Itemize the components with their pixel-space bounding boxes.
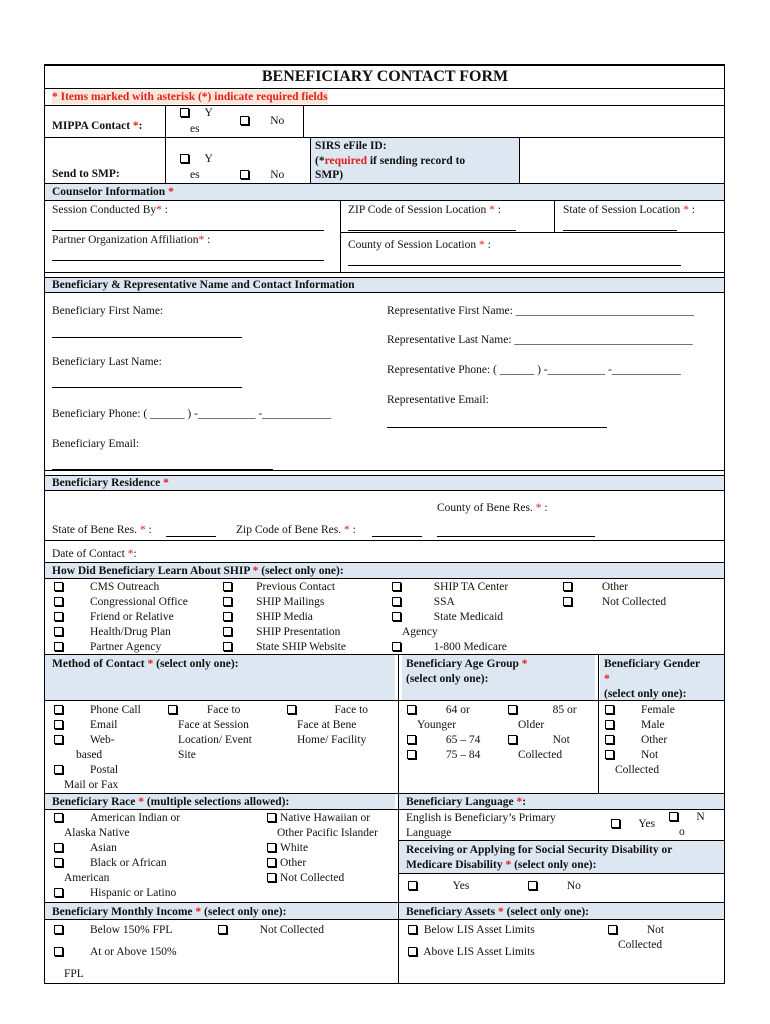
gender-heading: Beneficiary Gender	[604, 658, 701, 670]
checkbox[interactable]	[54, 765, 63, 774]
partner-affiliation: Partner Organization Affiliation* :	[52, 234, 211, 246]
checkbox[interactable]	[54, 843, 63, 852]
checkbox[interactable]	[407, 705, 416, 714]
session-by-input[interactable]	[52, 229, 324, 231]
age-option-cont: Older	[518, 719, 545, 731]
age-options	[407, 703, 480, 763]
checkbox[interactable]	[54, 925, 63, 934]
county-session: County of Session Location * :	[348, 239, 491, 251]
sirs-note-end: SMP)	[315, 169, 344, 181]
checkbox[interactable]	[54, 813, 63, 822]
checkbox[interactable]	[267, 813, 276, 822]
ship-option[interactable]: SHIP Presentation	[223, 625, 346, 640]
checkbox[interactable]	[392, 582, 401, 591]
rep-phone[interactable]: Representative Phone: ( ______ ) -__________ -____________	[387, 364, 681, 376]
gender-required: *	[604, 673, 610, 685]
bene-first-input[interactable]	[52, 336, 242, 338]
checkbox[interactable]	[223, 642, 232, 651]
checkbox[interactable]	[267, 873, 276, 882]
checkbox[interactable]	[267, 858, 276, 867]
bene-first: Beneficiary First Name:	[52, 305, 164, 317]
race-option-cont: Other Pacific Islander	[277, 827, 378, 839]
checkbox[interactable]	[605, 735, 614, 744]
state-session-input[interactable]	[563, 229, 677, 231]
gender-option[interactable]: Female	[605, 703, 675, 718]
checkbox[interactable]	[54, 597, 63, 606]
age-option[interactable]: 65 – 74	[407, 733, 480, 748]
method-face-home[interactable]: Face to Face at Bene Home/ Facility	[287, 703, 368, 748]
checkbox[interactable]	[223, 582, 232, 591]
checkbox[interactable]	[407, 735, 416, 744]
ship-option[interactable]: State Medicaid	[392, 610, 508, 625]
bene-email: Beneficiary Email:	[52, 438, 140, 450]
ship-option[interactable]: Congressional Office	[54, 595, 188, 610]
method-option-cont: Mail or Fax	[64, 779, 119, 791]
language-no[interactable]: N	[669, 810, 705, 824]
language-heading: Beneficiary Language *:	[406, 796, 527, 808]
race-option[interactable]: Asian	[54, 841, 180, 856]
assets-above[interactable]: Above LIS Asset Limits	[408, 945, 535, 959]
age-option[interactable]: 85 or	[508, 703, 577, 718]
bene-last: Beneficiary Last Name:	[52, 356, 162, 368]
rep-email: Representative Email:	[387, 394, 489, 406]
ship-option[interactable]: Health/Drug Plan	[54, 625, 188, 640]
ship-option[interactable]: CMS Outreach	[54, 580, 188, 595]
checkbox[interactable]	[240, 170, 249, 179]
checkbox[interactable]	[407, 750, 416, 759]
income-fpl: FPL	[64, 968, 84, 980]
race-option[interactable]: Native Hawaiian or	[267, 811, 378, 826]
mippa-yes-cont: es	[190, 123, 200, 135]
session-by: Session Conducted By* :	[52, 204, 168, 216]
state-session: State of Session Location * :	[563, 204, 695, 216]
checkbox[interactable]	[563, 597, 572, 606]
ship-col4	[563, 580, 666, 610]
ship-col2	[223, 580, 346, 655]
disability-heading: Receiving or Applying for Social Security Disability or	[406, 844, 673, 856]
zip-res-input[interactable]	[372, 535, 422, 537]
ship-col1	[54, 580, 188, 655]
ship-option[interactable]: SHIP Media	[223, 610, 346, 625]
race-option[interactable]: Black or African	[54, 856, 180, 871]
county-res: County of Bene Res. * :	[437, 502, 548, 514]
zip-session: ZIP Code of Session Location * :	[348, 204, 501, 216]
counselor-heading: Counselor Information *	[52, 186, 174, 198]
checkbox[interactable]	[180, 108, 189, 117]
checkbox[interactable]	[54, 705, 63, 714]
age-option-cont: Collected	[518, 749, 563, 761]
age-options-right	[508, 703, 577, 763]
gender-option[interactable]: Not	[605, 748, 675, 763]
race-option[interactable]: White	[267, 841, 378, 856]
sirs-efile-input[interactable]	[520, 138, 723, 182]
smp-yes-cont: es	[190, 169, 200, 181]
checkbox[interactable]	[608, 925, 617, 934]
checkbox[interactable]	[54, 858, 63, 867]
checkbox[interactable]	[218, 925, 227, 934]
age-option[interactable]: 75 – 84	[407, 748, 480, 763]
race-col1	[54, 811, 180, 901]
send-smp-label: Send to SMP:	[52, 168, 120, 180]
ship-col3	[392, 580, 508, 655]
date-of-contact: Date of Contact *:	[52, 548, 137, 560]
checkbox[interactable]	[669, 812, 678, 821]
ship-option[interactable]: Friend or Relative	[54, 610, 188, 625]
county-session-input[interactable]	[348, 264, 681, 266]
ship-option-cont: Agency	[402, 626, 438, 638]
race-option[interactable]: Not Collected	[267, 871, 378, 886]
ship-option[interactable]: State SHIP Website	[223, 640, 346, 655]
state-res-input[interactable]	[166, 535, 216, 537]
required-note: * Items marked with asterisk (*) indicate required fields	[52, 91, 328, 103]
method-face-session[interactable]: Face to Face at Session Location/ Event Site	[168, 703, 252, 763]
age-select-one: (select only one):	[406, 673, 489, 685]
ship-heading: How Did Beneficiary Learn About SHIP * (select only one):	[52, 565, 344, 577]
partner-input[interactable]	[52, 259, 324, 261]
assets-not-collected[interactable]: Not	[608, 923, 664, 937]
ship-option[interactable]: SHIP TA Center	[392, 580, 508, 595]
method-heading: Method of Contact * (select only one):	[52, 658, 239, 670]
gender-option[interactable]: Other	[605, 733, 675, 748]
checkbox[interactable]	[54, 582, 63, 591]
language-yes[interactable]: Yes	[611, 817, 655, 831]
form-title: BENEFICIARY CONTACT FORM	[261, 68, 509, 85]
race-heading: Beneficiary Race * (multiple selections allowed):	[52, 796, 290, 808]
race-option[interactable]: Hispanic or Latino	[54, 886, 180, 901]
checkbox[interactable]	[223, 627, 232, 636]
ship-option[interactable]: Previous Contact	[223, 580, 346, 595]
checkbox[interactable]	[408, 947, 417, 956]
gender-option[interactable]: Male	[605, 718, 675, 733]
checkbox[interactable]	[508, 705, 517, 714]
race-option-cont: Alaska Native	[64, 827, 130, 839]
rep-email-input[interactable]	[387, 426, 607, 428]
disability-yes[interactable]: Yes	[408, 879, 469, 893]
english-primary-cont: Language	[406, 827, 452, 839]
method-option[interactable]: Postal	[54, 763, 141, 778]
bene-phone[interactable]: Beneficiary Phone: ( ______ ) -__________ -____________	[52, 408, 332, 420]
method-option[interactable]: Web-	[54, 733, 141, 748]
age-option[interactable]: 64 or	[407, 703, 480, 718]
gender-options	[605, 703, 675, 778]
disability-heading-2: Medicare Disability * (select only one):	[406, 859, 597, 871]
method-col1	[54, 703, 141, 793]
checkbox[interactable]	[54, 720, 63, 729]
checkbox[interactable]	[240, 116, 249, 125]
checkbox[interactable]	[392, 612, 401, 621]
checkbox[interactable]	[508, 735, 517, 744]
method-option[interactable]: Phone Call	[54, 703, 141, 718]
checkbox[interactable]	[54, 947, 63, 956]
checkbox[interactable]	[54, 612, 63, 621]
checkbox[interactable]	[287, 705, 296, 714]
gender-option-cont: Collected	[615, 764, 660, 776]
names-heading: Beneficiary & Representative Name and Contact Information	[52, 279, 355, 291]
disability-no[interactable]: No	[528, 879, 581, 893]
income-above[interactable]: At or Above 150%	[54, 945, 177, 959]
language-no-cont: o	[679, 826, 685, 838]
checkbox[interactable]	[408, 881, 417, 890]
zip-session-input[interactable]	[348, 229, 516, 231]
checkbox[interactable]	[54, 627, 63, 636]
ship-option[interactable]: Not Collected	[563, 595, 666, 610]
sirs-label: SIRS eFile ID:	[315, 140, 387, 152]
race-col2	[267, 811, 378, 886]
state-res: State of Bene Res. * :	[52, 524, 152, 536]
checkbox[interactable]	[528, 881, 537, 890]
smp-yes[interactable]: Y	[180, 152, 213, 166]
checkbox[interactable]	[180, 154, 189, 163]
checkbox[interactable]	[563, 582, 572, 591]
mippa-label: MIPPA Contact *:	[52, 120, 143, 132]
checkbox[interactable]	[54, 735, 63, 744]
checkbox[interactable]	[605, 705, 614, 714]
income-not-collected[interactable]: Not Collected	[218, 923, 324, 937]
checkbox[interactable]	[392, 642, 401, 651]
checkbox[interactable]	[408, 925, 417, 934]
assets-heading: Beneficiary Assets * (select only one):	[406, 906, 590, 918]
checkbox[interactable]	[223, 612, 232, 621]
checkbox[interactable]	[605, 720, 614, 729]
mippa-yes[interactable]: Y	[180, 106, 213, 120]
gender-select-one: (select only one):	[604, 688, 687, 700]
ship-option[interactable]: SHIP Mailings	[223, 595, 346, 610]
residence-heading: Beneficiary Residence *	[52, 477, 169, 489]
ship-option[interactable]: Partner Agency	[54, 640, 188, 655]
income-heading: Beneficiary Monthly Income * (select only one):	[52, 906, 287, 918]
smp-no[interactable]: No	[240, 168, 284, 182]
race-option-cont: American	[64, 872, 110, 884]
checkbox[interactable]	[392, 597, 401, 606]
checkbox[interactable]	[267, 843, 276, 852]
checkbox[interactable]	[168, 705, 177, 714]
income-below[interactable]: Below 150% FPL	[54, 923, 172, 937]
rep-first[interactable]: Representative First Name: _______________________________	[387, 305, 694, 317]
checkbox[interactable]	[611, 819, 620, 828]
ship-option[interactable]: SSA	[392, 595, 508, 610]
rep-last[interactable]: Representative Last Name: _______________________________	[387, 334, 693, 346]
checkbox[interactable]	[223, 597, 232, 606]
assets-below[interactable]: Below LIS Asset Limits	[408, 923, 535, 937]
age-option-cont: Younger	[417, 719, 457, 731]
assets-collected: Collected	[618, 939, 663, 951]
race-option[interactable]: Other	[267, 856, 378, 871]
english-primary: English is Beneficiary’s Primary	[406, 812, 556, 824]
age-heading: Beneficiary Age Group *	[406, 658, 528, 670]
method-option-cont: based	[76, 749, 103, 761]
zip-res: Zip Code of Bene Res. * :	[236, 524, 356, 536]
checkbox[interactable]	[54, 642, 63, 651]
race-option[interactable]: American Indian or	[54, 811, 180, 826]
sirs-note: (*required if sending record to	[315, 155, 466, 167]
method-option[interactable]: Email	[54, 718, 141, 733]
mippa-no[interactable]: No	[240, 114, 284, 128]
checkbox[interactable]	[605, 750, 614, 759]
age-option[interactable]: Not	[508, 733, 577, 748]
county-res-input[interactable]	[437, 535, 595, 537]
bene-last-input[interactable]	[52, 386, 242, 388]
ship-option[interactable]: 1-800 Medicare	[392, 640, 508, 655]
checkbox[interactable]	[54, 888, 63, 897]
ship-option[interactable]: Other	[563, 580, 666, 595]
